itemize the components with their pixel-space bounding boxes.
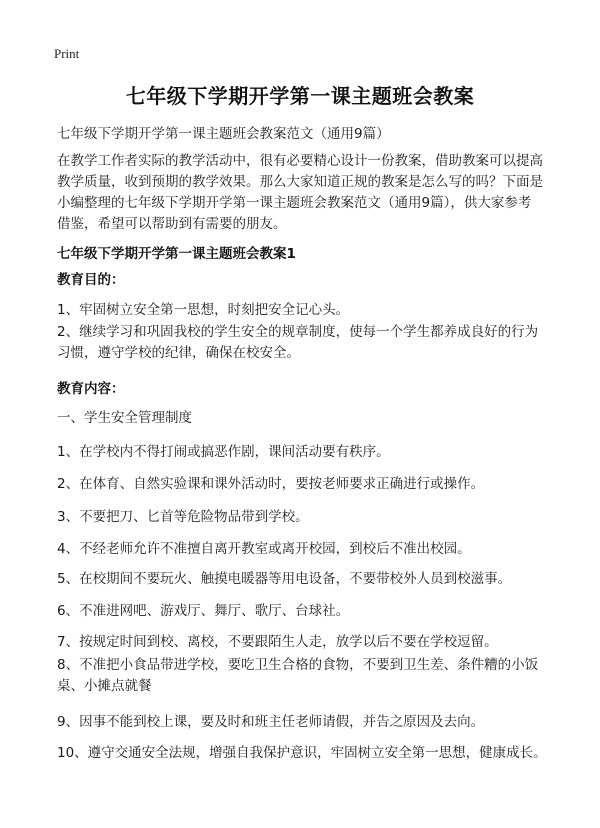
print-label: Print <box>54 46 80 61</box>
rule-item-8-line: 桌、小摊点就餐 <box>57 678 152 694</box>
goal-heading: 教育目的： <box>57 272 125 288</box>
content-subheading: 一、学生安全管理制度 <box>57 410 192 426</box>
intro-paragraph <box>57 151 557 235</box>
goal-item-2 <box>57 322 538 364</box>
section-heading: 七年级下学期开学第一课主题班会教案1 <box>57 246 296 262</box>
content-heading: 教育内容： <box>57 381 125 397</box>
rule-item-5: 5、在校期间不要玩火、触摸电暖器等用电设备，不要带校外人员到校滋事。 <box>57 571 512 587</box>
intro-line: 教学质量，收到预期的教学效果。那么大家知道正规的教案是怎么写的吗？下面是 <box>57 174 543 190</box>
rule-item-2: 2、在体育、自然实验课和课外活动时，要按老师要求正确进行或操作。 <box>57 476 485 492</box>
intro-line: 借鉴，希望可以帮助到有需要的朋友。 <box>57 216 287 232</box>
document-title: 七年级下学期开学第一课主题班会教案 <box>125 84 475 108</box>
rule-item-10: 10、遵守交通安全法规，增强自我保护意识，牢固树立安全第一思想，健康成长。 <box>57 745 547 761</box>
intro-line: 在教学工作者实际的教学活动中，很有必要精心设计一份教案，借助教案可以提高 <box>57 153 543 169</box>
rule-item-8 <box>57 655 538 697</box>
rule-item-6: 6、不准进网吧、游戏厅、舞厅、歌厅、台球社。 <box>57 603 350 619</box>
intro-line: 小编整理的七年级下学期开学第一课主题班会教案范文（通用9篇），供大家参考 <box>57 195 532 211</box>
rule-item-3: 3、不要把刀、匕首等危险物品带到学校。 <box>57 509 309 525</box>
document-subtitle: 七年级下学期开学第一课主题班会教案范文（通用9篇） <box>57 126 390 142</box>
rule-item-7: 7、按规定时间到校、离校，不要跟陌生人走，放学以后不要在学校逗留。 <box>57 634 498 650</box>
rule-item-9: 9、因事不能到校上课，要及时和班主任老师请假，并告之原因及去向。 <box>57 714 485 730</box>
goal-item-2-line: 习惯，遵守学校的纪律，确保在校安全。 <box>57 345 300 361</box>
goal-item-2-line: 2、继续学习和巩固我校的学生安全的规章制度，使每一个学生都养成良好的行为 <box>57 324 539 340</box>
rule-item-4: 4、不经老师允许不准擅自离开教室或离开校园，到校后不准出校园。 <box>57 541 471 557</box>
rule-item-1: 1、在学校内不得打闹或搞恶作剧，课间活动要有秩序。 <box>57 444 390 460</box>
goal-item-1: 1、牢固树立安全第一思想，时刻把安全记心头。 <box>57 302 350 318</box>
rule-item-8-line: 8、不准把小食品带进学校，要吃卫生合格的食物，不要到卫生差、条件糟的小饭 <box>57 657 539 673</box>
